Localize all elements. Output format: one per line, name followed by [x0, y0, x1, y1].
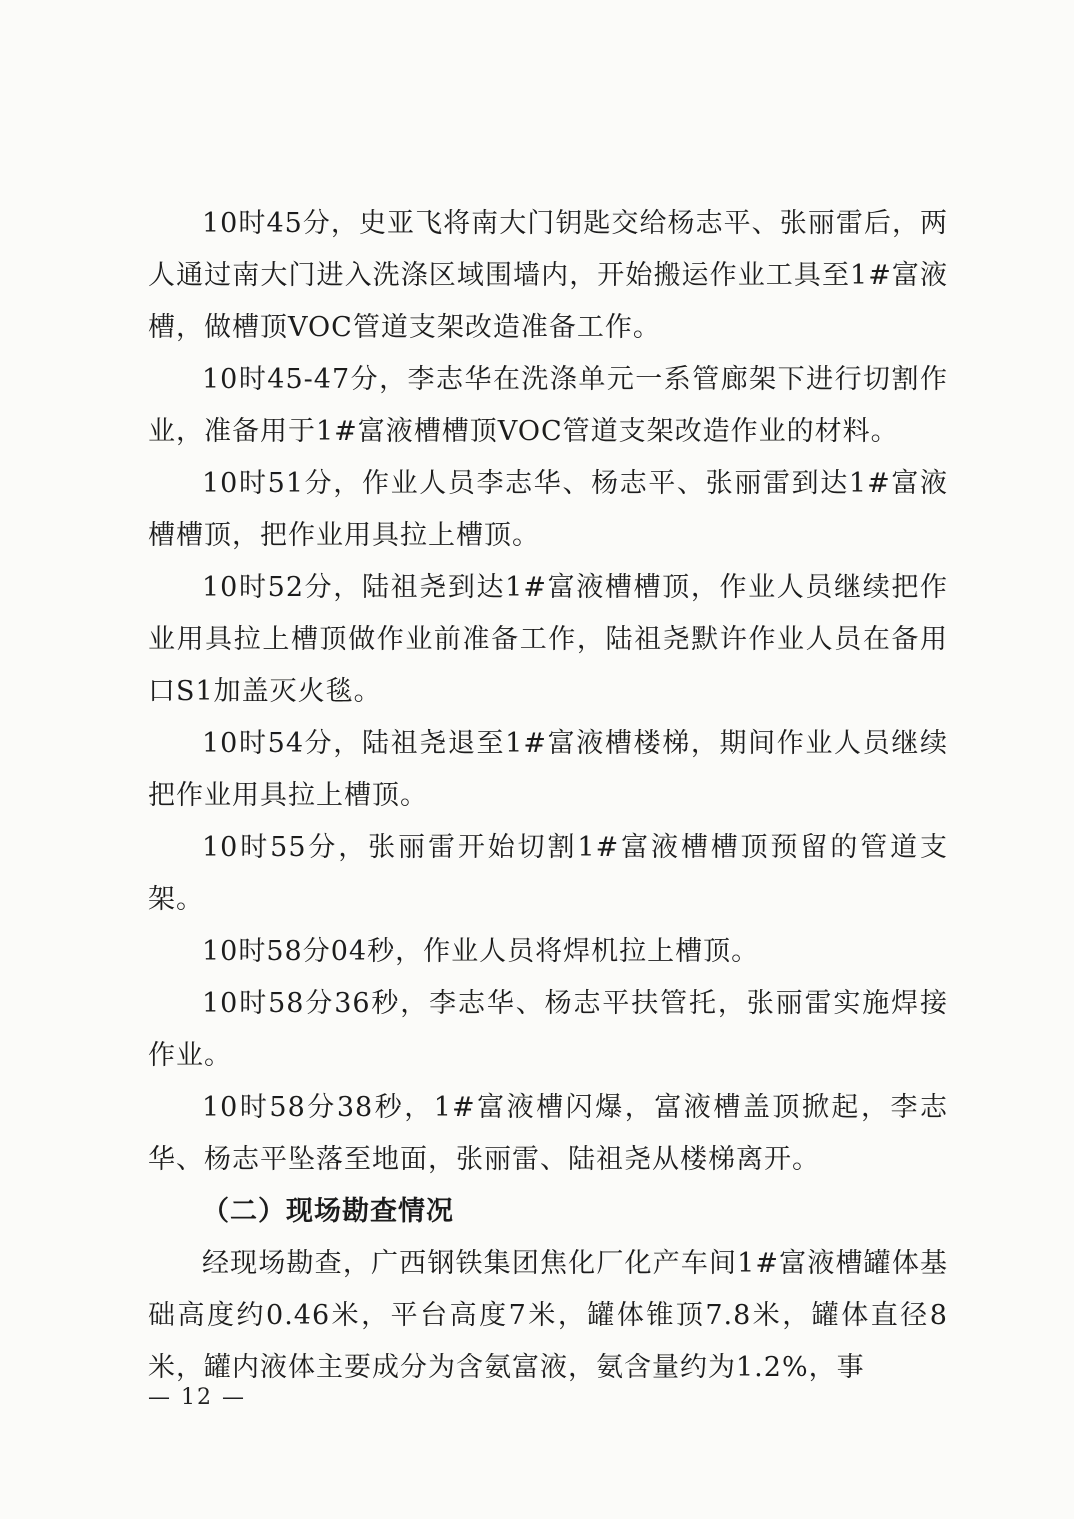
paragraph-3: 10时51分，作业人员李志华、杨志平、张丽雷到达1#富液槽槽顶，把作业用具拉上槽顶。 — [148, 468, 948, 551]
section-heading: （二）现场勘查情况 — [202, 1196, 454, 1227]
document-body — [148, 198, 948, 1394]
paragraph-5: 10时54分，陆祖尧退至1#富液槽楼梯，期间作业人员继续把作业用具拉上槽顶。 — [148, 728, 948, 811]
section-paragraph: 经现场勘查，广西钢铁集团焦化厂化产车间1#富液槽罐体基础高度约0.46米，平台高度7米，罐体锥顶7.8米，罐体直径8米，罐内液体主要成分为含氨富液，氨含量约为1.2%，事 — [148, 1248, 948, 1383]
paragraph-1: 10时45分，史亚飞将南大门钥匙交给杨志平、张丽雷后，两人通过南大门进入洗涤区域围墙内，开始搬运作业工具至1#富液槽，做槽顶VOC管道支架改造准备工作。 — [148, 208, 948, 343]
paragraph-4: 10时52分，陆祖尧到达1#富液槽槽顶，作业人员继续把作业用具拉上槽顶做作业前准备工作，陆祖尧默许作业人员在备用口S1加盖灭火毯。 — [148, 572, 948, 707]
paragraph-7: 10时58分04秒，作业人员将焊机拉上槽顶。 — [202, 936, 760, 967]
page-number: — 12 — — [148, 1385, 246, 1410]
paragraph-8: 10时58分36秒，李志华、杨志平扶管托，张丽雷实施焊接作业。 — [148, 988, 948, 1071]
paragraph-6: 10时55分，张丽雷开始切割1#富液槽槽顶预留的管道支架。 — [148, 832, 948, 915]
paragraph-2: 10时45-47分，李志华在洗涤单元一系管廊架下进行切割作业，准备用于1#富液槽槽顶VOC管道支架改造作业的材料。 — [148, 364, 948, 447]
paragraph-9: 10时58分38秒，1#富液槽闪爆，富液槽盖顶掀起，李志华、杨志平坠落至地面，张丽雷、陆祖尧从楼梯离开。 — [148, 1092, 948, 1175]
